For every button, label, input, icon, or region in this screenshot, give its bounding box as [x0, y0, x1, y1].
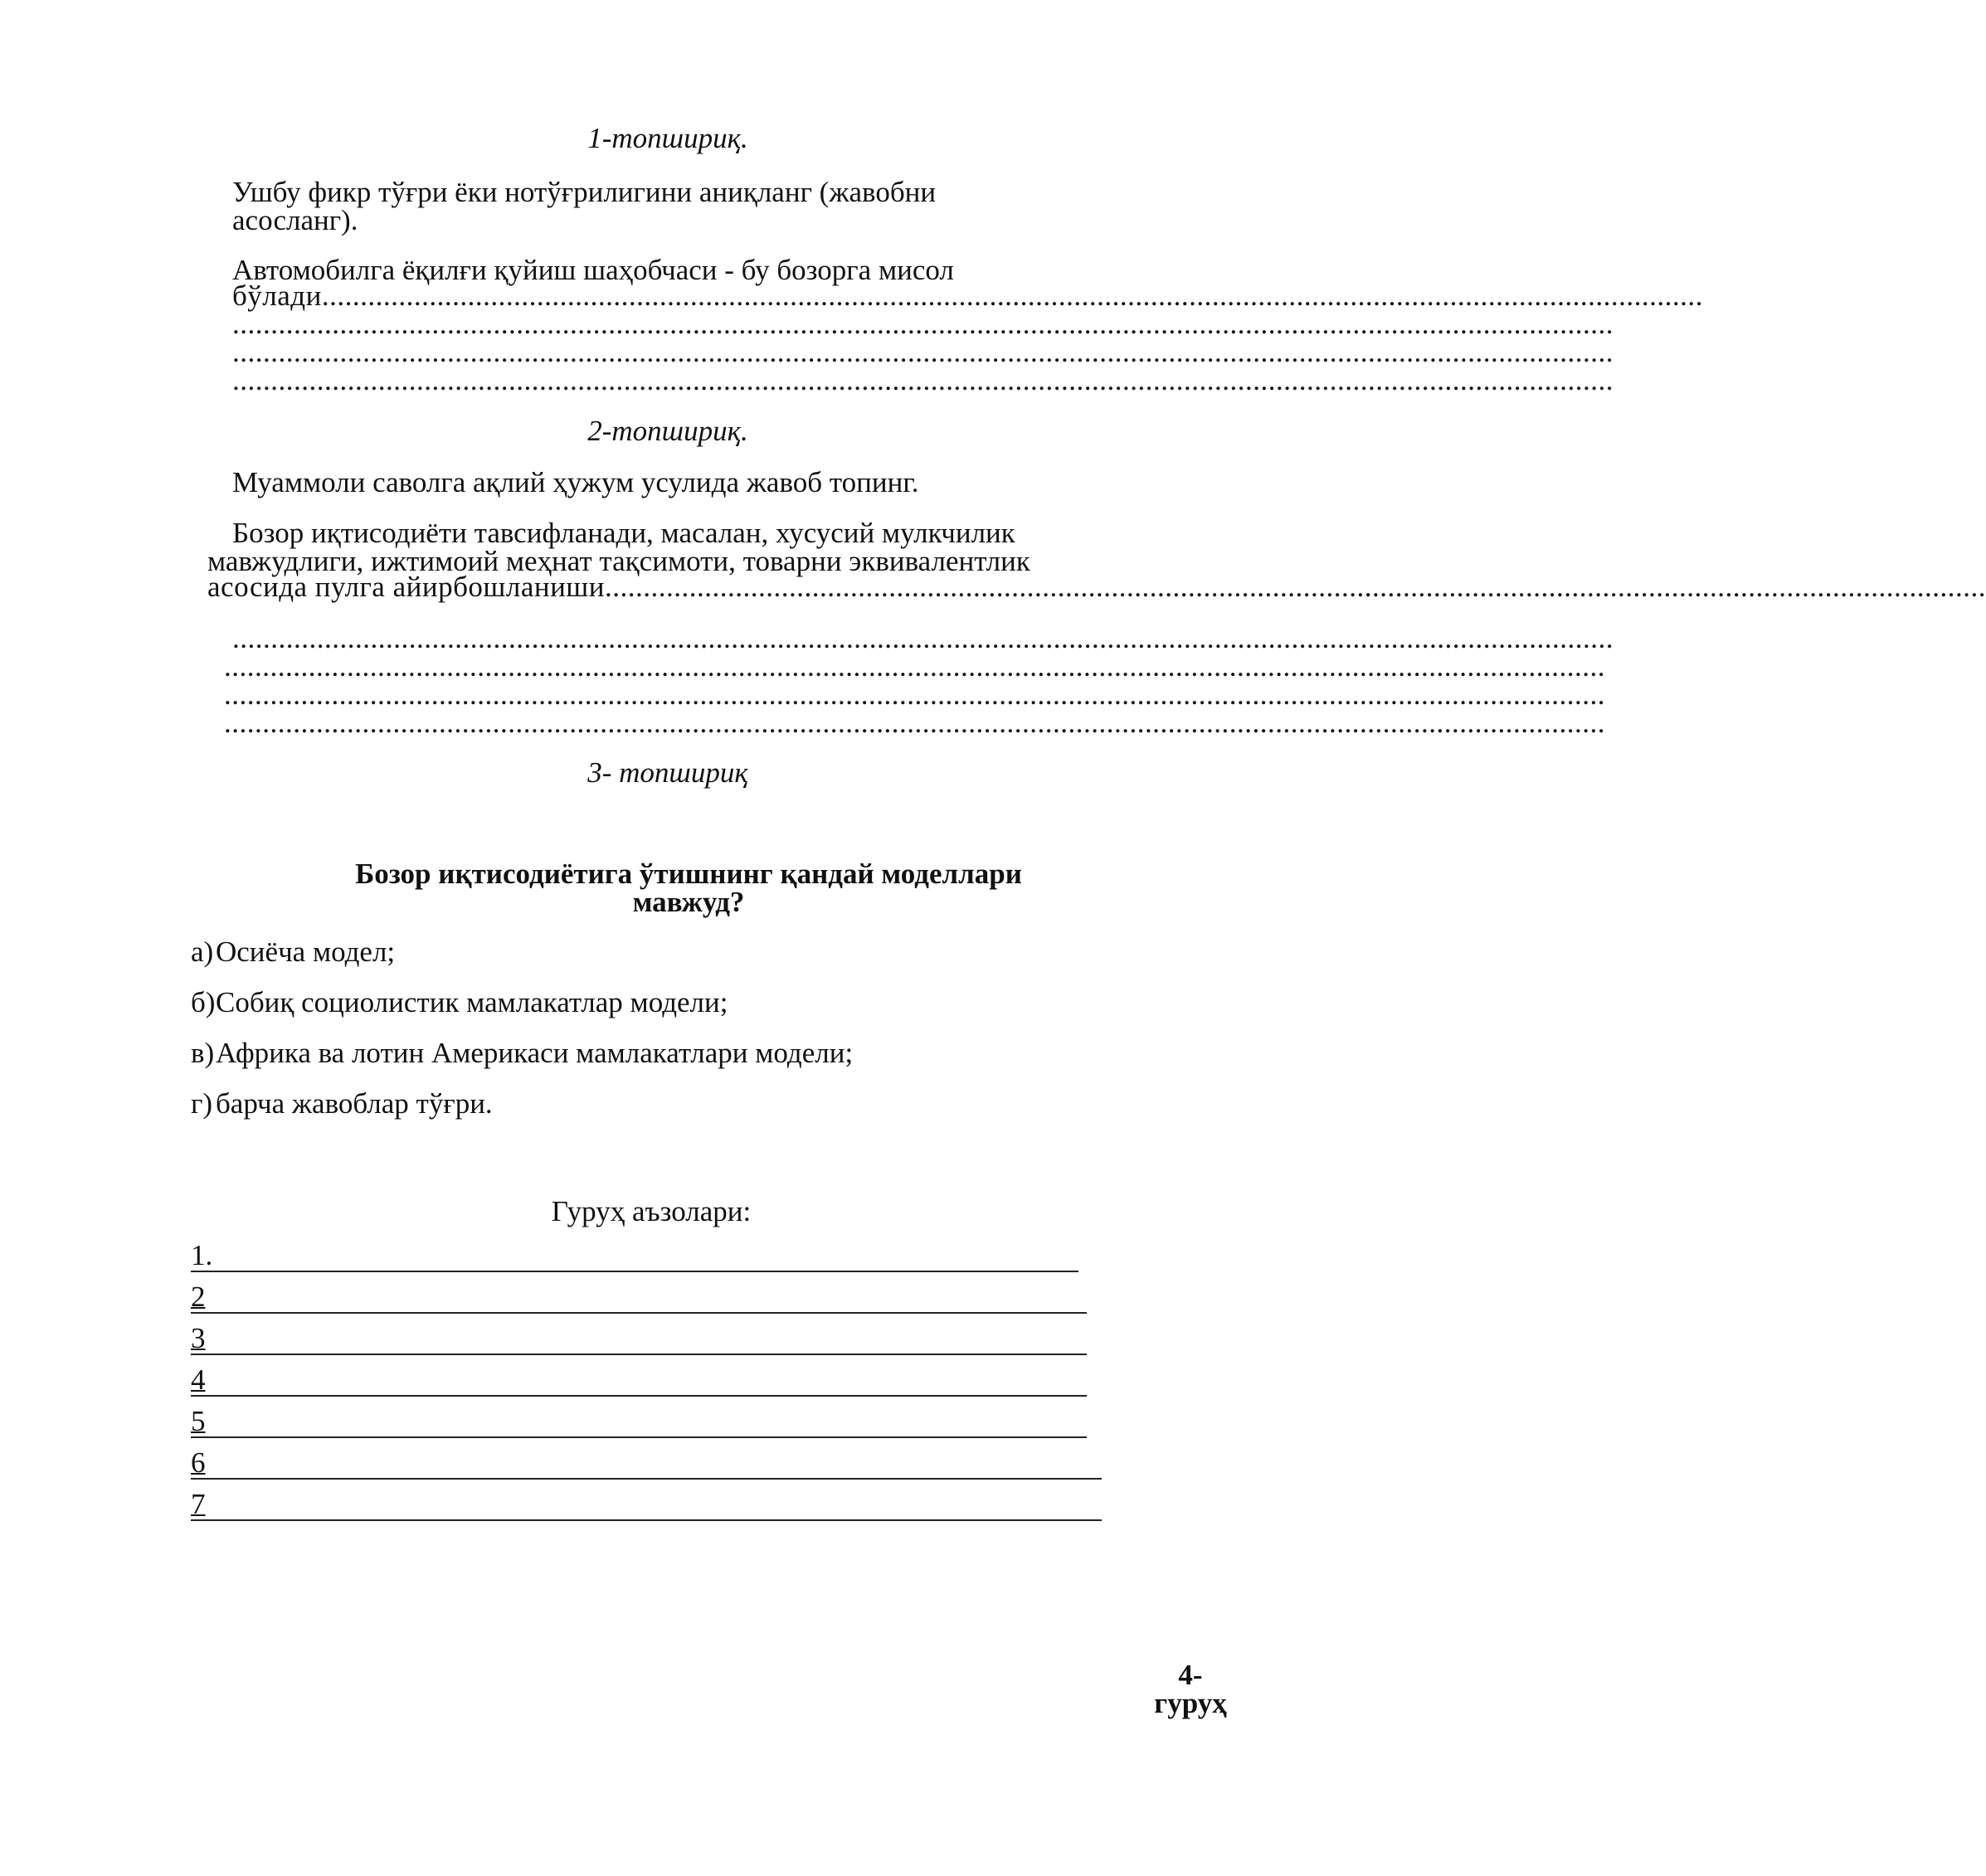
option-b: [191, 986, 728, 1019]
group-label-line2: гуруҳ: [1154, 1687, 1227, 1719]
task1-instruction-line2: асосланг).: [232, 204, 358, 236]
task1-statement-line2: бўлади: [232, 279, 322, 312]
group-label-line1: 4-: [1178, 1659, 1203, 1691]
task1-statement-line1: Автомобилга ёқилғи қуйиш шаҳобчаси - бу бозорга мисол: [232, 254, 954, 286]
option-a-text: Осиёча модел;: [216, 936, 396, 968]
option-b-letter: б): [191, 986, 216, 1018]
member-line-3[interactable]: [191, 1319, 1087, 1355]
member-number-2: 2: [191, 1281, 206, 1313]
task2-title: 2-топшириқ.: [587, 415, 748, 447]
task2-text-line2: мавжудлиги, ижтимоий меҳнат тақсимоти, товарни эквивалентлик: [207, 545, 1030, 577]
member-number-1: 1.: [191, 1239, 213, 1271]
member-number-3: 3: [191, 1322, 206, 1354]
task1-answer-line-1: бўлади....................................................................................................................................................................................: [232, 279, 1703, 312]
task2-text-line3-text: асосида пулга айирбошланиши: [207, 571, 605, 603]
member-line-4[interactable]: [191, 1360, 1087, 1397]
task3-question-line2: мавжуд?: [632, 886, 745, 918]
member-number-5: 5: [191, 1405, 206, 1437]
task2-instruction: Муаммоли саволга ақлий ҳужум усулида жавоб топинг.: [232, 466, 919, 498]
option-a: [191, 936, 395, 969]
member-number-7: 7: [191, 1488, 206, 1520]
task2-answer-line-4: ....................................................................................................................................................................................: [224, 707, 1605, 739]
task1-answer-line-2: ....................................................................................................................................................................................: [232, 308, 1614, 340]
option-c-letter: в): [191, 1037, 215, 1069]
task1-title: 1-топшириқ.: [587, 122, 748, 154]
task3-question-line1: Бозор иқтисодиётига ўтишнинг қандай моделлари: [355, 858, 1022, 890]
option-c: [191, 1037, 853, 1070]
option-a-letter: а): [191, 936, 214, 968]
option-c-text: Африка ва лотин Америкаси мамлакатлари модели;: [216, 1037, 854, 1069]
task1-answer-line-3: ....................................................................................................................................................................................: [232, 336, 1614, 368]
member-number-4: 4: [191, 1363, 206, 1396]
member-line-5[interactable]: [191, 1402, 1087, 1438]
task2-answer-line-2: ....................................................................................................................................................................................: [224, 650, 1605, 683]
task2-text-line1: Бозор иқтисодиёти тавсифланади, масалан, хусусий мулкчилик: [232, 517, 1015, 549]
option-d: [191, 1087, 493, 1120]
option-d-text: барча жавоблар тўғри.: [216, 1087, 493, 1120]
member-line-7[interactable]: [191, 1485, 1102, 1521]
task2-text-line3: асосида пулга айирбошланиши....................................................................................................................................................................................: [207, 571, 1986, 603]
option-b-text: Собиқ социолистик мамлакатлар модели;: [216, 986, 728, 1018]
task2-answer-line-1: ....................................................................................................................................................................................: [232, 622, 1614, 654]
member-line-1[interactable]: [191, 1236, 1078, 1272]
member-number-6: 6: [191, 1446, 206, 1479]
task3-title: 3- топшириқ: [587, 756, 748, 789]
task1-instruction-line1: Ушбу фикр тўғри ёки нотўғрилигини аниқланг (жавобни: [232, 176, 937, 208]
member-line-2[interactable]: [191, 1277, 1087, 1314]
task2-answer-line-3: ....................................................................................................................................................................................: [224, 678, 1605, 711]
member-line-6[interactable]: [191, 1443, 1102, 1480]
task1-answer-line-4: ....................................................................................................................................................................................: [232, 364, 1614, 396]
members-title: Гуруҳ аъзолари:: [551, 1195, 752, 1227]
option-d-letter: г): [191, 1087, 213, 1120]
